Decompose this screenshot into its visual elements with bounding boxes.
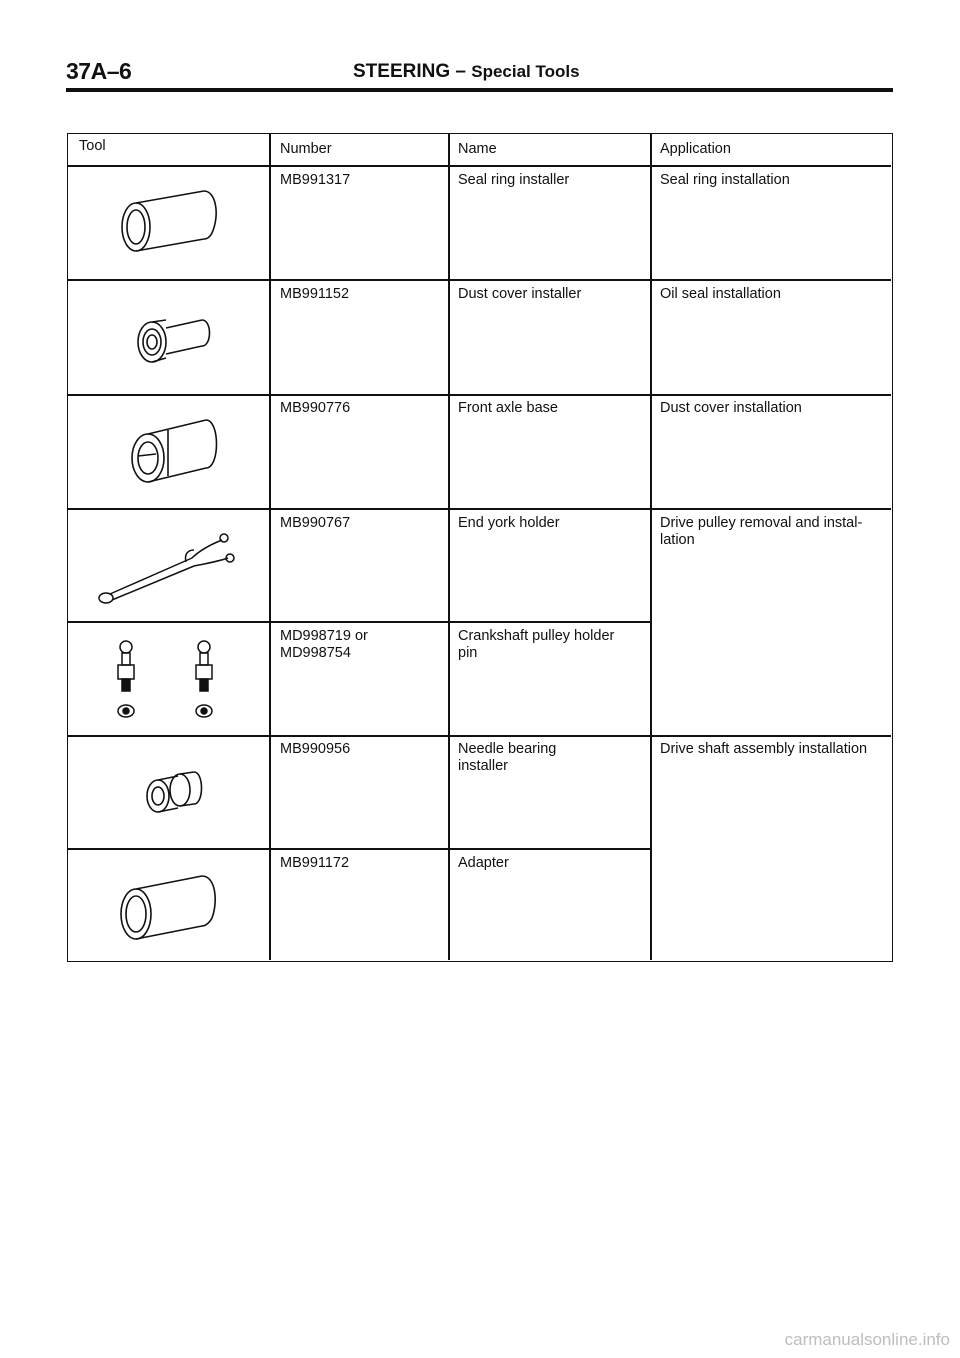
section-title: STEERING [353,61,451,82]
tool-number: MB991152 [280,286,350,302]
header-rule [66,88,893,92]
col-divider-application [650,134,652,960]
col-divider-name [448,134,450,960]
column-header-number: Number [280,141,332,157]
col-divider-number [269,134,271,960]
title-separator: – [450,61,472,82]
tool-name: End york holder [458,515,560,531]
tool-number: MB991317 [280,172,351,188]
tool-name: Seal ring installer [458,172,570,188]
tool-application: Dust cover installation [660,400,802,416]
bearing-installer-icon [144,768,214,823]
column-header-name: Name [458,141,497,157]
tool-number: MB990956 [280,741,351,757]
stepped-installer-icon [136,308,216,373]
row-divider-1 [68,279,891,281]
tool-name: Dust cover installer [458,286,582,302]
tool-application: Oil seal installation [660,286,781,302]
adapter-sleeve-icon [116,872,226,949]
tool-name: Crankshaft pulley holder pin [458,628,615,661]
tool-application: Drive pulley removal and instal- lation [660,515,863,548]
row-divider-5 [68,735,891,737]
tool-number: MD998719 or MD998754 [280,628,368,661]
holder-pin-icon [112,639,232,729]
axle-base-icon [128,416,228,491]
fork-wrench-icon [96,528,246,613]
tool-number: MB991172 [280,855,350,871]
tool-name: Needle bearing installer [458,741,557,774]
page-number: 37A–6 [66,58,132,84]
watermark: carmanualsonline.info [784,1330,950,1349]
tool-application: Drive shaft assembly installation [660,741,868,757]
tool-number: MB990767 [280,515,351,531]
header-row-divider [68,165,891,167]
row-divider-3 [68,508,891,510]
tool-number: MB990776 [280,400,351,416]
subsection-title: Special Tools [471,62,580,81]
tool-application: Seal ring installation [660,172,790,188]
page-title [353,61,580,83]
tool-name: Front axle base [458,400,558,416]
row-divider-6 [68,848,650,850]
tool-name: Adapter [458,855,509,871]
sleeve-tool-icon [116,189,226,264]
column-header-application: Application [660,141,731,157]
column-header-tool: Tool [79,138,106,154]
row-divider-4 [68,621,650,623]
special-tools-table [67,133,893,962]
row-divider-2 [68,394,891,396]
